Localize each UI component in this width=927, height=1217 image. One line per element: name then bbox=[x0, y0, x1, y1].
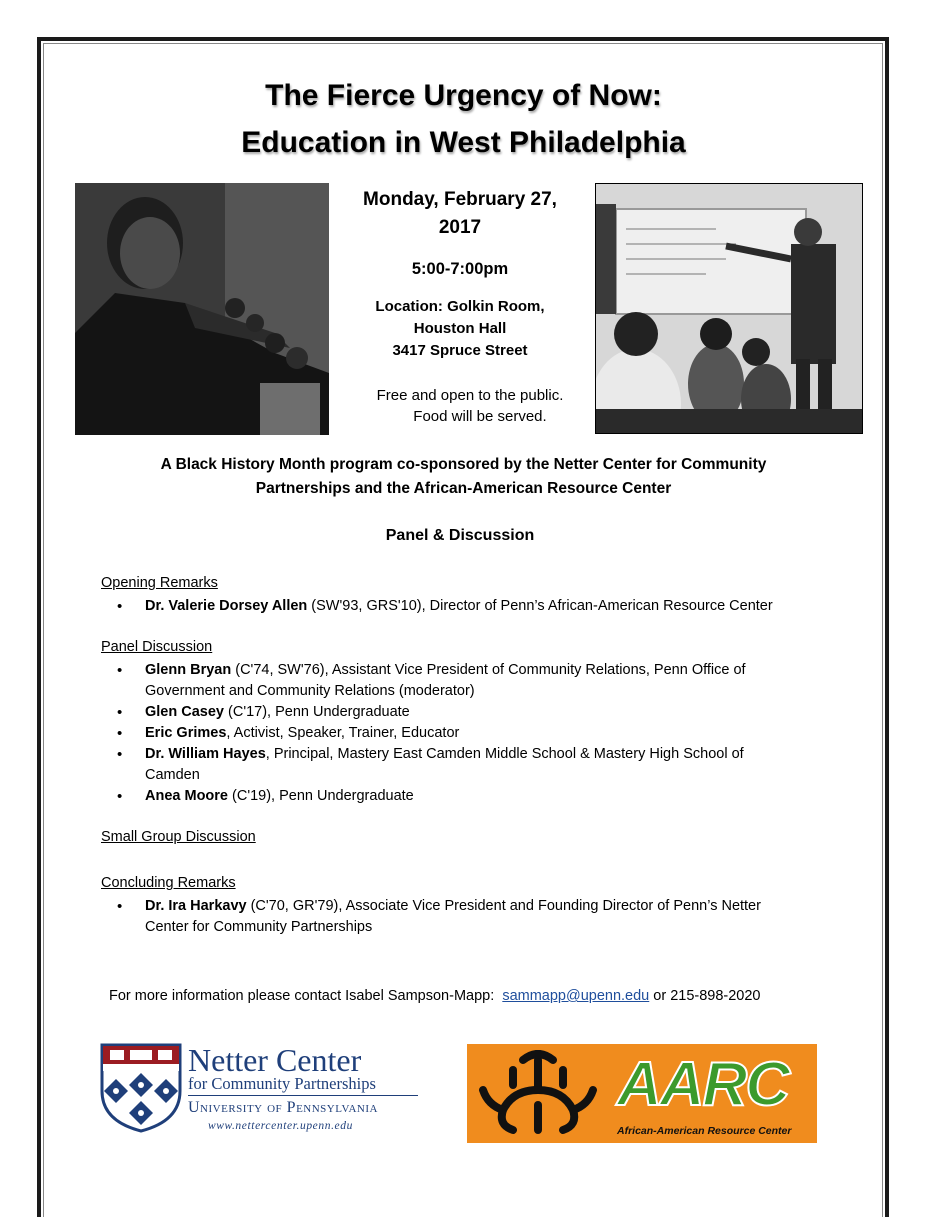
classroom-photo bbox=[595, 183, 863, 434]
contact-prefix: For more information please contact Isabel Sampson-Mapp: bbox=[109, 988, 503, 1004]
netter-center-name: Netter Center bbox=[188, 1042, 362, 1078]
concluding-remarks-heading: Concluding Remarks bbox=[101, 875, 236, 891]
aarc-logo bbox=[467, 1044, 817, 1143]
speaker-detail: , Activist, Speaker, Trainer, Educator bbox=[226, 725, 460, 741]
speaker-detail: (C'17), Penn Undergraduate bbox=[224, 704, 410, 720]
event-date-line-1: Monday, February 27, bbox=[363, 189, 557, 210]
panel-discussion-heading: Panel Discussion bbox=[101, 639, 213, 655]
speaker-name: Dr. Ira Harkavy bbox=[145, 898, 247, 914]
speaker-detail: (C'19), Penn Undergraduate bbox=[228, 788, 414, 804]
netter-divider bbox=[188, 1095, 418, 1096]
program-heading: Panel & Discussion bbox=[385, 527, 535, 544]
event-note-line-1: Free and open to the public. bbox=[376, 387, 564, 404]
list-item bbox=[101, 744, 801, 786]
contact-line bbox=[109, 986, 869, 1006]
list-item bbox=[101, 596, 801, 617]
aarc-subtitle: African-American Resource Center bbox=[617, 1125, 792, 1137]
netter-center-logo bbox=[100, 1043, 420, 1135]
list-item bbox=[101, 786, 801, 807]
classroom-photo-drawing bbox=[596, 184, 862, 433]
speaker-name: Dr. William Hayes bbox=[145, 746, 266, 762]
opening-remarks-list bbox=[101, 596, 801, 617]
location-line-3: 3417 Spruce Street bbox=[392, 342, 528, 359]
speaker-name: Anea Moore bbox=[145, 788, 228, 804]
small-group-heading: Small Group Discussion bbox=[101, 829, 256, 845]
speaker-detail: (SW'93, GRS'10), Director of Penn’s African-American Resource Center bbox=[307, 598, 773, 614]
speaker-photo-drawing bbox=[75, 183, 329, 435]
netter-url: www.nettercenter.upenn.edu bbox=[208, 1120, 353, 1132]
speaker-name: Glenn Bryan bbox=[145, 662, 232, 678]
speaker-photo bbox=[75, 183, 329, 435]
contact-email-link[interactable]: sammapp@upenn.edu bbox=[502, 988, 650, 1004]
event-date-line-2: 2017 bbox=[438, 217, 482, 238]
adinkra-symbol-icon bbox=[473, 1050, 603, 1138]
location-line-2: Houston Hall bbox=[413, 320, 507, 337]
speaker-detail: (C'70, GR'79), Associate Vice President and Founding Director of Penn’s Netter Center for Community Partnerships bbox=[145, 898, 761, 935]
event-time: 5:00-7:00pm bbox=[411, 260, 509, 278]
contact-suffix: or 215-898-2020 bbox=[649, 988, 761, 1004]
list-item bbox=[101, 660, 801, 702]
aarc-wordmark: AARC bbox=[617, 1050, 789, 1119]
list-item bbox=[101, 896, 801, 938]
location-line-1: Location: Golkin Room, bbox=[375, 298, 545, 315]
speaker-detail: , Principal, Mastery East Camden Middle School & Mastery High School of Camden bbox=[145, 746, 744, 783]
netter-center-subtitle: for Community Partnerships bbox=[188, 1074, 376, 1093]
title-line-1: The Fierce Urgency of Now: bbox=[265, 79, 662, 112]
penn-shield-icon bbox=[100, 1043, 182, 1133]
speaker-detail: (C'74, SW'76), Assistant Vice President of Community Relations, Penn Office of Government and Community Relations (moderator) bbox=[145, 662, 746, 699]
sponsor-line-1: A Black History Month program co-sponsored by the Netter Center for Community bbox=[160, 456, 767, 473]
concluding-remarks-list bbox=[101, 896, 801, 938]
list-item bbox=[101, 702, 801, 723]
list-item bbox=[101, 723, 801, 744]
title-line-2: Education in West Philadelphia bbox=[241, 126, 686, 159]
speaker-name: Eric Grimes bbox=[145, 725, 227, 741]
event-note-line-2: Food will be served. bbox=[413, 408, 547, 425]
opening-remarks-heading: Opening Remarks bbox=[101, 575, 218, 591]
penn-name: University of Pennsylvania bbox=[188, 1099, 378, 1116]
speaker-name: Dr. Valerie Dorsey Allen bbox=[145, 598, 308, 614]
sponsor-line-2: Partnerships and the African-American Resource Center bbox=[255, 480, 672, 497]
panel-discussion-list bbox=[101, 660, 801, 807]
speaker-name: Glen Casey bbox=[145, 704, 224, 720]
